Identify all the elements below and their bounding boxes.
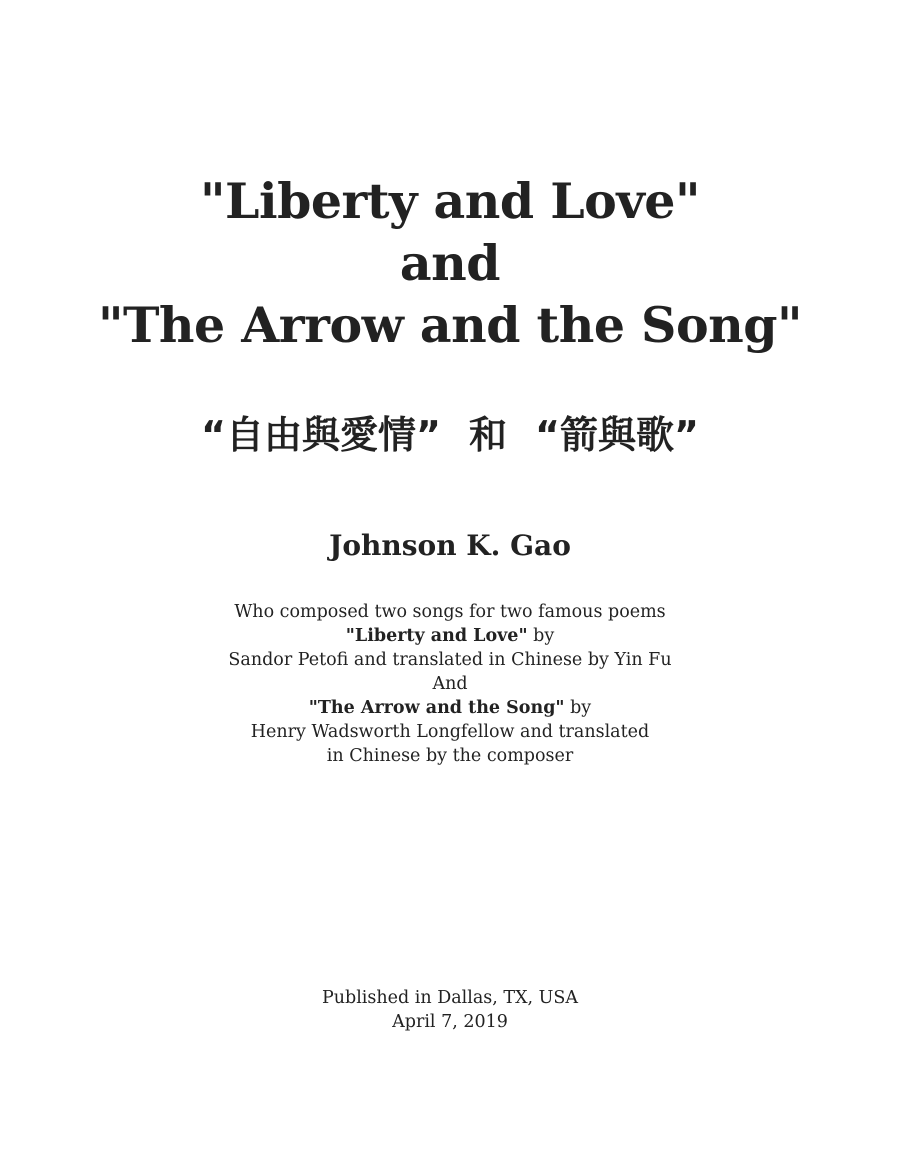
title-line-2: and — [399, 234, 501, 292]
poem-title-1: "Liberty and Love" — [345, 626, 528, 646]
chinese-title-part-2: “箭與歌” — [535, 413, 699, 457]
description-line-6: Henry Wadsworth Longfellow and translated — [250, 722, 650, 742]
title-line-1: "Liberty and Love" — [199, 172, 701, 230]
description-line-5-rest: by — [564, 698, 592, 718]
description-line-2 — [0, 624, 900, 648]
publication-date: April 7, 2019 — [392, 1012, 508, 1032]
description-block — [0, 600, 900, 768]
chinese-title — [0, 410, 900, 460]
publication-place: Published in Dallas, TX, USA — [321, 988, 579, 1008]
chinese-title-connector: 和 — [468, 413, 507, 457]
poem-title-2: "The Arrow and the Song" — [308, 698, 565, 718]
publication-block — [0, 986, 900, 1034]
chinese-title-part-1: “自由與愛情” — [201, 413, 441, 457]
description-line-3: Sandor Petofi and translated in Chinese by Yin Fu — [228, 650, 672, 670]
author-name: Johnson K. Gao — [329, 529, 571, 562]
description-line-1: Who composed two songs for two famous poems — [234, 602, 666, 622]
description-line-5 — [0, 696, 900, 720]
title-line-3: "The Arrow and the Song" — [97, 296, 803, 354]
description-line-7: in Chinese by the composer — [326, 746, 574, 766]
description-line-2-rest: by — [527, 626, 555, 646]
description-line-4: And — [432, 674, 468, 694]
